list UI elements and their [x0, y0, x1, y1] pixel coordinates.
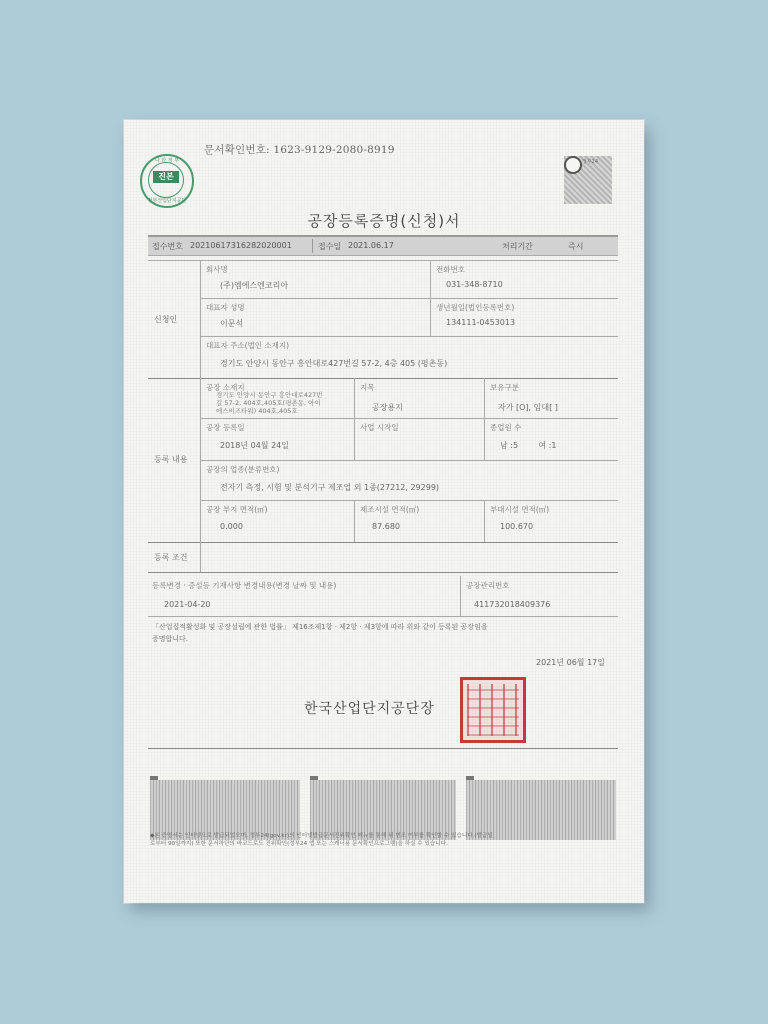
land-category-label: 지목	[360, 383, 375, 392]
registration-section-label: 등록 내용	[154, 455, 188, 464]
industry-classification: 전자기 측정, 시험 및 분석기구 제조업 외 1종(27212, 29299)	[220, 483, 440, 492]
receipt-header-row	[148, 235, 618, 256]
employees-label: 종업원 수	[490, 423, 522, 432]
footer-notice	[150, 832, 620, 848]
emblem-text: 정부24	[582, 159, 599, 165]
ownership-label: 보유구분	[490, 383, 519, 392]
statement-line-1: 「산업집적활성화 및 공장설립에 관한 법률」 제16조제1항 · 제2항 · 제3항에 따라 위와 같이 등록된 공장임을	[152, 623, 488, 631]
document-title: 공장등록증명(신청)서	[307, 212, 461, 230]
factory-location-line-1: 경기도 안양시 동안구 흥안대로427번	[216, 391, 323, 399]
company-label: 회사명	[206, 265, 228, 274]
barcode	[310, 780, 456, 840]
factory-location-label: 공장 소재지	[206, 383, 245, 392]
receipt-number: 20210617316282020001	[190, 241, 292, 250]
representative-address: 경기도 안양시 동안구 흥안대로427번길 57-2, 4층 405 (평촌동)	[220, 359, 448, 368]
document-confirmation-number: 문서확인번호: 1623-9129-2080-8919	[204, 144, 395, 156]
site-area-label: 공장 부지 면적(㎡)	[206, 505, 268, 514]
auxiliary-area-label: 부대시설 면적(㎡)	[490, 505, 550, 514]
barcode	[150, 780, 300, 840]
applicant-section-label: 신청인	[154, 315, 178, 324]
conditions-label: 등록 조건	[154, 553, 188, 562]
statement-line-2: 증명합니다.	[152, 635, 189, 643]
authenticity-stamp	[140, 154, 194, 208]
ownership-type: 자가 [O], 임대[ ]	[498, 403, 558, 412]
phone-label: 전화번호	[436, 265, 465, 274]
footer-line-1: ◆본 증명서는 인터넷으로 발급되었으며, 정부24(gov.kr)의 인터넷발급문서진위확인 메뉴를 통해 위 변조 여부를 확인할 수 있습니다.(발급일	[150, 833, 493, 839]
birth-label: 생년월일(법인등록번호)	[436, 303, 515, 312]
footer-line-2: 로부터 90일까지) 또한 문서하단의 바코드로도 진위확인(정부24 앱 또는 스캐너용 문서확인프로그램)을 하실 수 있습니다.	[150, 841, 448, 847]
factory-management-number-label: 공장관리번호	[466, 581, 510, 590]
change-date: 2021-04-20	[164, 600, 211, 609]
barcode	[466, 780, 616, 840]
registration-date-label: 공장 등록일	[206, 423, 245, 432]
corporate-reg-number: 134111-0453013	[446, 318, 516, 327]
manufacturing-area: 87.680	[372, 522, 400, 531]
stamp-mid-text: 진본	[153, 171, 179, 183]
receipt-date-label: 접수일	[318, 242, 342, 251]
company-name: (주)엠에스엔코리아	[220, 281, 289, 290]
representative-name: 이문석	[220, 319, 244, 328]
business-start-label: 사업 시작일	[360, 423, 399, 432]
stamp-bottom-text: 정부산업단지공단	[147, 198, 187, 204]
factory-location-line-3: 에스비즈타워) 404호,405호	[216, 407, 298, 415]
factory-management-number: 411732018409376	[474, 600, 551, 609]
changes-label: 등록변경 · 증설등 기재사항 변경내용(변경 날짜 및 내용)	[152, 581, 337, 590]
representative-label: 대표자 성명	[206, 303, 245, 312]
receipt-number-label: 접수번호	[152, 242, 183, 251]
address-label: 대표자 주소(법인 소재지)	[206, 341, 290, 350]
process-period: 즉시	[568, 242, 584, 251]
employee-count: 남 :5 여 :1	[500, 441, 557, 450]
issue-date: 2021년 06월 17일	[536, 658, 605, 667]
stamp-top-text: 나 라 정 부	[154, 158, 180, 164]
gov-emblem-icon	[564, 156, 582, 174]
issuing-authority: 한국산업단지공단장	[304, 701, 435, 717]
certificate-document	[124, 120, 644, 903]
auxiliary-area: 100.670	[500, 522, 534, 531]
phone-number: 031-348-8710	[446, 280, 503, 289]
registration-date: 2018년 04월 24일	[220, 441, 289, 450]
official-seal	[460, 677, 526, 743]
site-area: 0.000	[220, 522, 243, 531]
land-category: 공장용지	[372, 403, 403, 412]
industry-label: 공장의 업종(분류번호)	[206, 465, 280, 474]
manufacturing-area-label: 제조시설 면적(㎡)	[360, 505, 420, 514]
process-period-label: 처리기간	[502, 242, 533, 251]
factory-location-line-2: 길 57-2, 404호,405호(평촌동, 아이	[216, 399, 321, 407]
receipt-date: 2021.06.17	[348, 241, 394, 250]
